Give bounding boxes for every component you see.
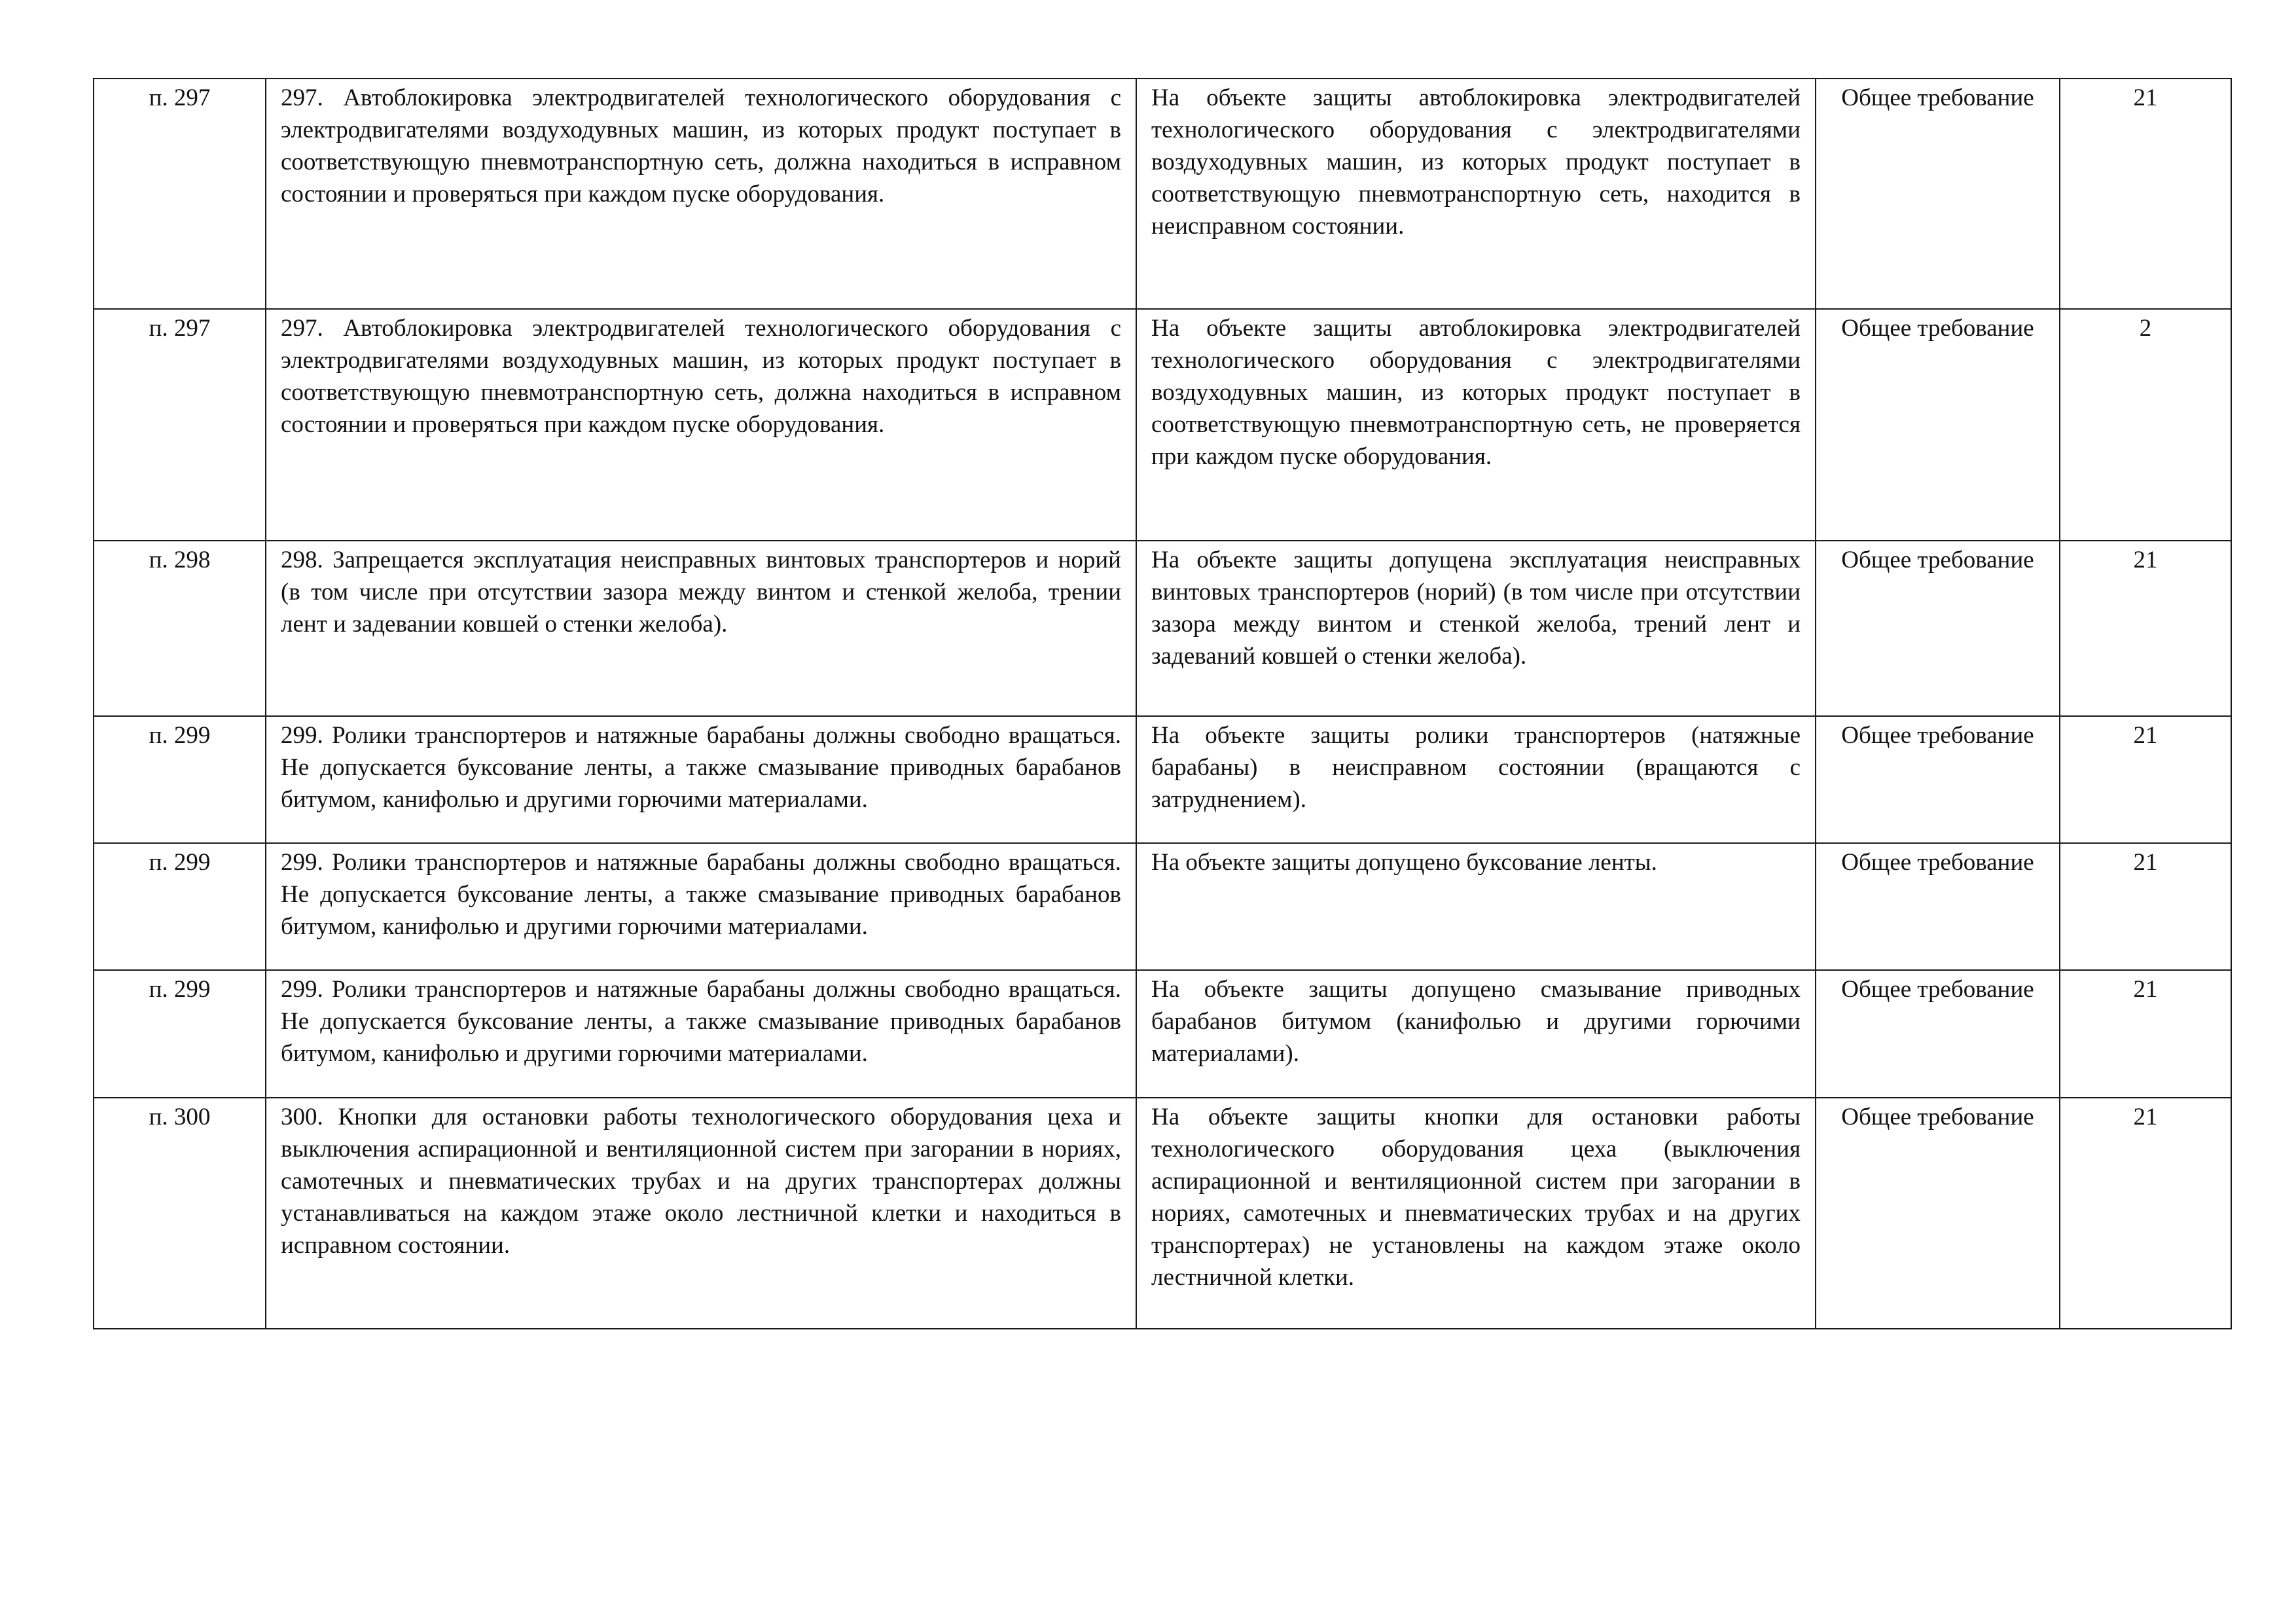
requirement-type-cell — [1816, 309, 2060, 541]
clause-ref: п. 299 — [149, 722, 211, 749]
requirement-text: 297. Автоблокировка электродвигателей технологического оборудования с электродвигателями воздуходувных машин, из которых продукт поступает в соответствующую пневмотранспортную сеть, должна находиться в исправном состоянии и проверяться при каждом пуске оборудования. — [281, 315, 1121, 438]
requirement-cell — [266, 970, 1136, 1098]
violation-text: На объекте защиты допущено смазывание приводных барабанов битумом (канифолью и другими горючими материалами). — [1151, 976, 1801, 1067]
row-number: 21 — [2133, 976, 2158, 1003]
table-row — [94, 79, 2231, 309]
violation-cell — [1136, 716, 1816, 843]
table-row — [94, 1098, 2231, 1329]
row-number: 2 — [2139, 315, 2152, 342]
row-number: 21 — [2133, 547, 2158, 573]
requirement-type: Общее требование — [1841, 722, 2034, 749]
requirement-text: 299. Ролики транспортеров и натяжные барабаны должны свободно вращаться. Не допускается буксование ленты, а также смазывание приводных барабанов битумом, канифолью и другими горючими материалами. — [281, 722, 1121, 813]
number-cell — [2060, 1098, 2231, 1329]
requirement-cell — [266, 843, 1136, 970]
requirement-type: Общее требование — [1841, 1104, 2034, 1130]
number-cell — [2060, 309, 2231, 541]
requirement-cell — [266, 1098, 1136, 1329]
requirement-type: Общее требование — [1841, 976, 2034, 1003]
violation-text: На объекте защиты автоблокировка электродвигателей технологического оборудования с электродвигателями воздуходувных машин, из которых продукт поступает в соответствующую пневмотранспортную сеть, находится в неисправном состоянии. — [1151, 84, 1801, 240]
violation-cell — [1136, 970, 1816, 1098]
number-cell — [2060, 716, 2231, 843]
violation-cell — [1136, 1098, 1816, 1329]
violation-cell — [1136, 843, 1816, 970]
violation-text: На объекте защиты допущена эксплуатация неисправных винтовых транспортеров (норий) (в том числе при отсутствии зазора между винтом и стенкой желоба, трений лент и задеваний ковшей о стенки желоба). — [1151, 547, 1801, 670]
requirement-type-cell — [1816, 843, 2060, 970]
table-row — [94, 309, 2231, 541]
row-number: 21 — [2133, 849, 2158, 876]
clause-ref-cell — [94, 843, 266, 970]
clause-ref-cell — [94, 716, 266, 843]
clause-ref: п. 298 — [149, 547, 211, 573]
clause-ref: п. 299 — [149, 976, 211, 1003]
clause-ref: п. 297 — [149, 315, 211, 342]
table-row — [94, 970, 2231, 1098]
requirement-text: 298. Запрещается эксплуатация неисправных винтовых транспортеров и норий (в том числе при отсутствии зазора между винтом и стенкой желоба, трении лент и задевании ковшей о стенки желоба). — [281, 547, 1121, 638]
clause-ref: п. 297 — [149, 84, 211, 111]
table-row — [94, 716, 2231, 843]
requirement-type: Общее требование — [1841, 547, 2034, 573]
requirement-text: 299. Ролики транспортеров и натяжные барабаны должны свободно вращаться. Не допускается буксование ленты, а также смазывание приводных барабанов битумом, канифолью и другими горючими материалами. — [281, 849, 1121, 940]
requirement-type-cell — [1816, 970, 2060, 1098]
violation-cell — [1136, 309, 1816, 541]
clause-ref-cell — [94, 541, 266, 716]
violation-text: На объекте защиты кнопки для остановки работы технологического оборудования цеха (выключения аспирационной и вентиляционной систем при загорании в нориях, самотечных и пневматических трубах и на других транспортерах) не установлены на каждом этаже около лестничной клетки. — [1151, 1104, 1801, 1291]
row-number: 21 — [2133, 1104, 2158, 1130]
number-cell — [2060, 970, 2231, 1098]
violation-cell — [1136, 79, 1816, 309]
requirement-text: 300. Кнопки для остановки работы технологического оборудования цеха и выключения аспирационной и вентиляционной систем при загорании в нориях, самотечных и пневматических трубах и на других транспортерах должны устанавливаться на каждом этаже около лестничной клетки и находиться в исправном состоянии. — [281, 1104, 1121, 1259]
violation-text: На объекте защиты автоблокировка электродвигателей технологического оборудования с электродвигателями воздуходувных машин, из которых продукт поступает в соответствующую пневмотранспортную сеть, не проверяется при каждом пуске оборудования. — [1151, 315, 1801, 470]
requirement-type-cell — [1816, 1098, 2060, 1329]
table-row — [94, 541, 2231, 716]
requirement-cell — [266, 716, 1136, 843]
clause-ref: п. 300 — [149, 1104, 211, 1130]
requirement-type-cell — [1816, 541, 2060, 716]
requirement-type: Общее требование — [1841, 84, 2034, 111]
requirement-text: 297. Автоблокировка электродвигателей технологического оборудования с электродвигателями воздуходувных машин, из которых продукт поступает в соответствующую пневмотранспортную сеть, должна находиться в исправном состоянии и проверяться при каждом пуске оборудования. — [281, 84, 1121, 208]
requirement-cell — [266, 541, 1136, 716]
requirement-text: 299. Ролики транспортеров и натяжные барабаны должны свободно вращаться. Не допускается буксование ленты, а также смазывание приводных барабанов битумом, канифолью и другими горючими материалами. — [281, 976, 1121, 1067]
clause-ref-cell — [94, 1098, 266, 1329]
requirement-cell — [266, 79, 1136, 309]
table-row — [94, 843, 2231, 970]
number-cell — [2060, 541, 2231, 716]
number-cell — [2060, 843, 2231, 970]
requirement-type: Общее требование — [1841, 315, 2034, 342]
requirement-cell — [266, 309, 1136, 541]
clause-ref-cell — [94, 309, 266, 541]
violation-cell — [1136, 541, 1816, 716]
violation-text: На объекте защиты ролики транспортеров (натяжные барабаны) в неисправном состоянии (вращаются с затруднением). — [1151, 722, 1801, 813]
violation-text: На объекте защиты допущено буксование ленты. — [1151, 849, 1657, 876]
number-cell — [2060, 79, 2231, 309]
clause-ref-cell — [94, 79, 266, 309]
row-number: 21 — [2133, 722, 2158, 749]
row-number: 21 — [2133, 84, 2158, 111]
clause-ref-cell — [94, 970, 266, 1098]
requirement-type-cell — [1816, 79, 2060, 309]
clause-ref: п. 299 — [149, 849, 211, 876]
requirement-type-cell — [1816, 716, 2060, 843]
requirements-table — [93, 78, 2232, 1329]
requirement-type: Общее требование — [1841, 849, 2034, 876]
